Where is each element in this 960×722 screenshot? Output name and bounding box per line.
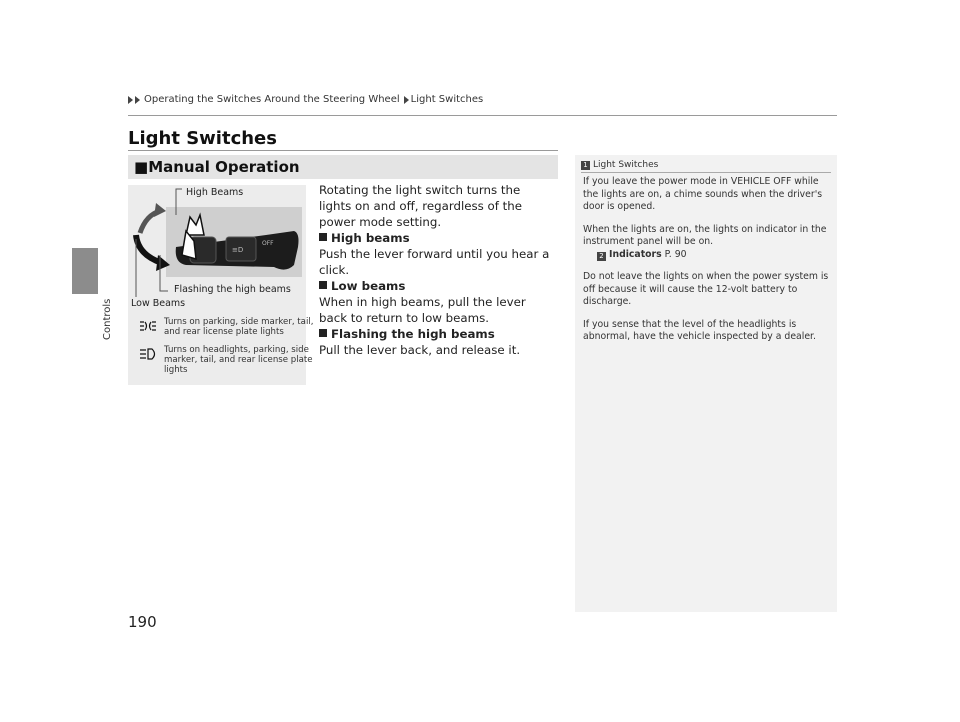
note-marker-icon: 1 — [581, 161, 590, 170]
light-switch-figure — [128, 185, 314, 385]
breadcrumb-item[interactable]: Operating the Switches Around the Steering Wheel — [144, 94, 400, 105]
parking-lights-icon — [138, 319, 158, 333]
note-paragraph: If you leave the power mode in VEHICLE OFF while the lights are on, a chime sounds when the driver's door is opened. — [583, 176, 823, 212]
note-panel — [575, 155, 837, 612]
note-paragraph: Do not leave the lights on when the power system is off because it will cause the 12-volt battery to discharge. — [583, 271, 829, 307]
note-title: Light Switches — [593, 160, 659, 170]
bullet-square-icon — [319, 233, 327, 241]
legend-text: Turns on parking, side marker, tail, and rear license plate lights — [164, 317, 314, 337]
chapter-label-text: Controls — [102, 298, 113, 340]
page-title: Light Switches — [128, 128, 277, 149]
intro-paragraph: Rotating the light switch turns the lights on and off, regardless of the power mode setting. — [319, 183, 523, 229]
breadcrumb-arrow-icon — [135, 96, 140, 104]
high-beams-paragraph: Push the lever forward until you hear a click. — [319, 247, 550, 277]
reference-page: P. 90 — [664, 248, 687, 260]
flashing-title: Flashing the high beams — [331, 327, 495, 341]
bullet-square-icon — [319, 281, 327, 289]
note-paragraph: When the lights are on, the lights on indicator in the instrument panel will be on. 2 Indicators P. 90 — [583, 224, 831, 262]
low-beams-paragraph: When in high beams, pull the lever back to return to low beams. — [319, 295, 526, 325]
bullet-square-icon — [319, 329, 327, 337]
chapter-label — [100, 250, 116, 370]
label-flashing-high-beams: Flashing the high beams — [174, 284, 291, 295]
reference-label: Indicators — [609, 248, 662, 260]
section-title: ■Manual Operation — [134, 158, 300, 176]
section-title-text: Manual Operation — [148, 158, 300, 176]
svg-text:≡D: ≡D — [232, 246, 244, 254]
note-divider — [581, 172, 831, 173]
breadcrumb-arrow-icon — [404, 96, 409, 104]
breadcrumb-item[interactable]: Light Switches — [410, 94, 484, 105]
legend-text: Turns on headlights, parking, side marker, tail, and rear license plate lights — [164, 345, 313, 375]
note-body — [583, 176, 831, 354]
header-divider — [128, 115, 837, 116]
breadcrumb — [128, 94, 483, 105]
title-divider — [128, 150, 558, 151]
flashing-heading — [319, 326, 555, 342]
label-high-beams: High Beams — [186, 187, 244, 198]
note-paragraph: If you sense that the level of the headlights is abnormal, have the vehicle inspected by a dealer. — [583, 318, 816, 342]
flashing-paragraph: Pull the lever back, and release it. — [319, 343, 521, 357]
page-number: 190 — [128, 613, 157, 631]
chapter-tab — [72, 248, 98, 294]
low-beams-heading — [319, 278, 555, 294]
high-beams-title: High beams — [331, 231, 410, 245]
reference-arrow-icon: 2 — [597, 252, 606, 261]
label-low-beams: Low Beams — [131, 298, 186, 309]
main-body — [319, 182, 555, 358]
high-beams-heading — [319, 230, 555, 246]
headlights-icon — [138, 347, 158, 361]
breadcrumb-arrow-icon — [128, 96, 133, 104]
svg-text:OFF: OFF — [262, 240, 274, 247]
note-header — [581, 160, 658, 170]
cross-reference-link[interactable] — [583, 249, 831, 262]
low-beams-title: Low beams — [331, 279, 406, 293]
section-header — [128, 155, 558, 179]
